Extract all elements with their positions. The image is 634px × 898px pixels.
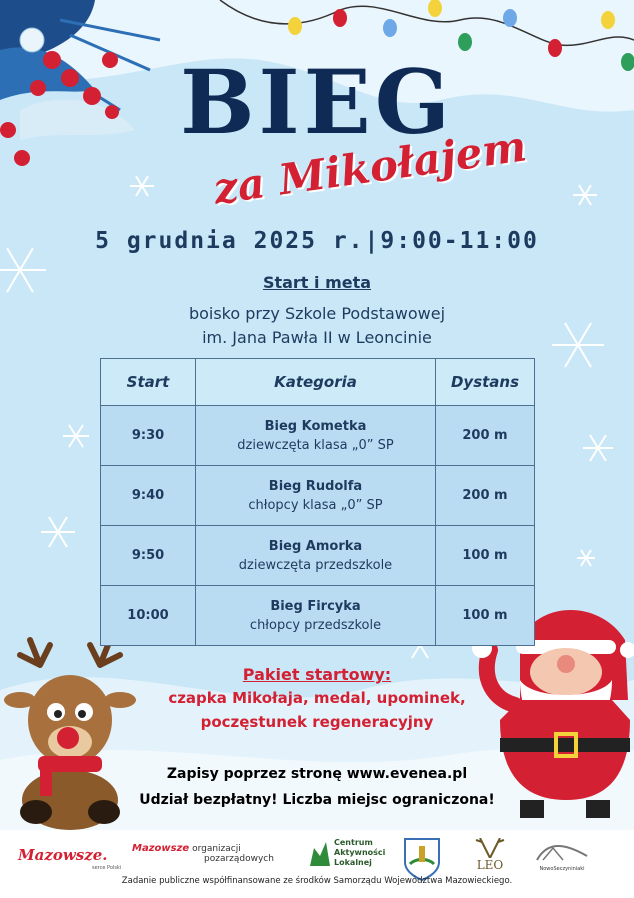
ngo-logo-line2: pozarządowych	[204, 854, 274, 864]
row-start-time: 9:50	[101, 526, 196, 586]
table-row	[101, 586, 535, 646]
row-category	[196, 406, 436, 466]
event-date: 5 grudnia 2025 r.|9:00-11:00	[95, 228, 539, 254]
row-distance: 100 m	[436, 526, 535, 586]
registration-info: Zapisy poprzez stronę www.evenea.pl	[166, 766, 468, 782]
ngo-logo-prefix: Mazowsze	[132, 843, 190, 854]
nowo-logo	[533, 836, 591, 872]
row-category	[196, 466, 436, 526]
snowflake-icon	[583, 435, 613, 461]
row-category	[196, 586, 436, 646]
row-start-time: 10:00	[101, 586, 196, 646]
participation-info: Udział bezpłatny! Liczba miejsc ograniczona!	[139, 792, 495, 808]
category-desc: dziewczęta przedszkole	[238, 557, 393, 573]
snowflake-icon	[63, 425, 89, 447]
start-meta-heading: Start i meta	[262, 273, 372, 292]
table-header-row	[101, 359, 535, 406]
funding-note: Zadanie publiczne współfinansowane ze środków Samorządu Województwa Mazowieckiego.	[121, 876, 513, 886]
table-row	[101, 526, 535, 586]
snowflake-icon	[573, 185, 597, 205]
row-start-time: 9:30	[101, 406, 196, 466]
table-row	[101, 406, 535, 466]
venue-line-1: boisko przy Szkole Podstawowej	[188, 304, 446, 323]
centrum-line-2: Aktywności	[334, 848, 386, 857]
centrum-logo	[308, 838, 386, 872]
starter-pack-line-2: poczęstunek regeneracyjny	[200, 713, 434, 731]
category-desc: dziewczęta klasa „0” SP	[237, 437, 394, 453]
header-distance: Dystans	[436, 359, 535, 406]
category-desc: chłopcy przedszkole	[249, 617, 382, 633]
venue-line-2: im. Jana Pawła II w Leoncinie	[202, 328, 432, 347]
ngo-logo-line1: organizacji	[192, 844, 241, 854]
antlers-icon	[472, 838, 508, 858]
header-start: Start	[101, 359, 196, 406]
category-name: Bieg Rudolfa	[268, 478, 363, 494]
centrum-line-3: Lokalnej	[334, 858, 372, 867]
row-distance: 200 m	[436, 406, 535, 466]
leo-logo-text: LEO	[476, 858, 504, 872]
row-category	[196, 526, 436, 586]
starter-pack-title: Pakiet startowy:	[242, 665, 392, 684]
ngo-logo	[132, 844, 274, 864]
snowflake-icon	[577, 550, 595, 566]
mazowsze-tagline: serce Polski	[92, 865, 122, 871]
centrum-logo-text	[334, 838, 394, 868]
category-name: Bieg Fircyka	[270, 598, 361, 614]
row-distance: 200 m	[436, 466, 535, 526]
row-start-time: 9:40	[101, 466, 196, 526]
snowflake-icon	[130, 176, 154, 196]
row-distance: 100 m	[436, 586, 535, 646]
nowo-emblem-icon	[533, 836, 591, 864]
nowo-logo-text: NowoSeczyniniaki	[539, 866, 585, 872]
schedule-table	[100, 358, 535, 646]
centrum-line-1: Centrum	[334, 838, 373, 847]
leo-logo	[472, 838, 508, 872]
event-title: BIEG	[180, 50, 454, 154]
mazowsze-logo: Mazowsze.	[18, 846, 108, 864]
sponsor-footer	[0, 830, 634, 898]
category-name: Bieg Amorka	[268, 538, 363, 554]
category-name: Bieg Kometka	[264, 418, 367, 434]
table-row	[101, 466, 535, 526]
starter-pack-line-1: czapka Mikołaja, medal, upominek,	[168, 689, 466, 707]
header-category: Kategoria	[196, 359, 436, 406]
snowflake-icon	[41, 517, 75, 547]
event-subtitle: za Mikołajem	[210, 121, 530, 214]
category-desc: chłopcy klasa „0” SP	[248, 497, 383, 513]
centrum-emblem-icon	[308, 838, 332, 868]
